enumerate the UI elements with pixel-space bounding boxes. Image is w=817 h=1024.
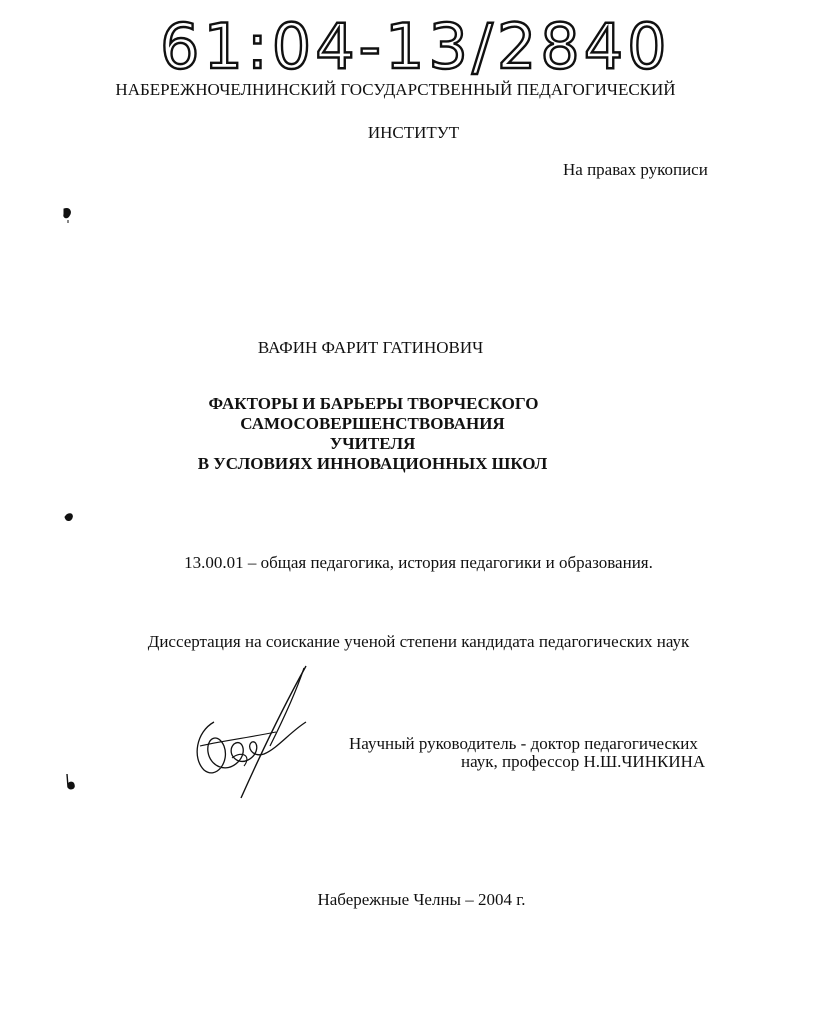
specialty-code: 13.00.01 – общая педагогика, история педагогики и образования. (184, 553, 653, 572)
archive-code-text: 61:04-13/2840 (160, 10, 671, 83)
place-and-year: Набережные Челны – 2004 г. (317, 890, 526, 909)
degree-statement: Диссертация на соискание ученой степени кандидата педагогических наук (147, 632, 690, 651)
manuscript-note: На правах рукописи (563, 160, 708, 179)
supervisor-line-2: наук, профессор Н.Ш.ЧИНКИНА (461, 752, 706, 771)
title-line-3: УЧИТЕЛЯ (329, 434, 416, 453)
institution-line-2: ИНСТИТУТ (367, 123, 460, 142)
scan-mark-1 (60, 206, 74, 224)
handwritten-archive-number (160, 6, 671, 86)
institution-line-1: НАБЕРЕЖНОЧЕЛНИНСКИЙ ГОСУДАРСТВЕННЫЙ ПЕДАГОГИЧЕСКИЙ (115, 80, 676, 99)
scan-mark-2 (62, 510, 76, 528)
title-line-1: ФАКТОРЫ И БАРЬЕРЫ ТВОРЧЕСКОГО (208, 394, 539, 413)
title-line-2: САМОСОВЕРШЕНСТВОВАНИЯ (240, 414, 505, 433)
supervisor-line-1: Научный руководитель - доктор педагогических (349, 734, 698, 753)
author-signature (186, 662, 316, 802)
scan-mark-3 (64, 773, 78, 791)
author-name: ВАФИН ФАРИТ ГАТИНОВИЧ (257, 338, 484, 357)
title-line-4: В УСЛОВИЯХ ИННОВАЦИОННЫХ ШКОЛ (197, 454, 548, 473)
